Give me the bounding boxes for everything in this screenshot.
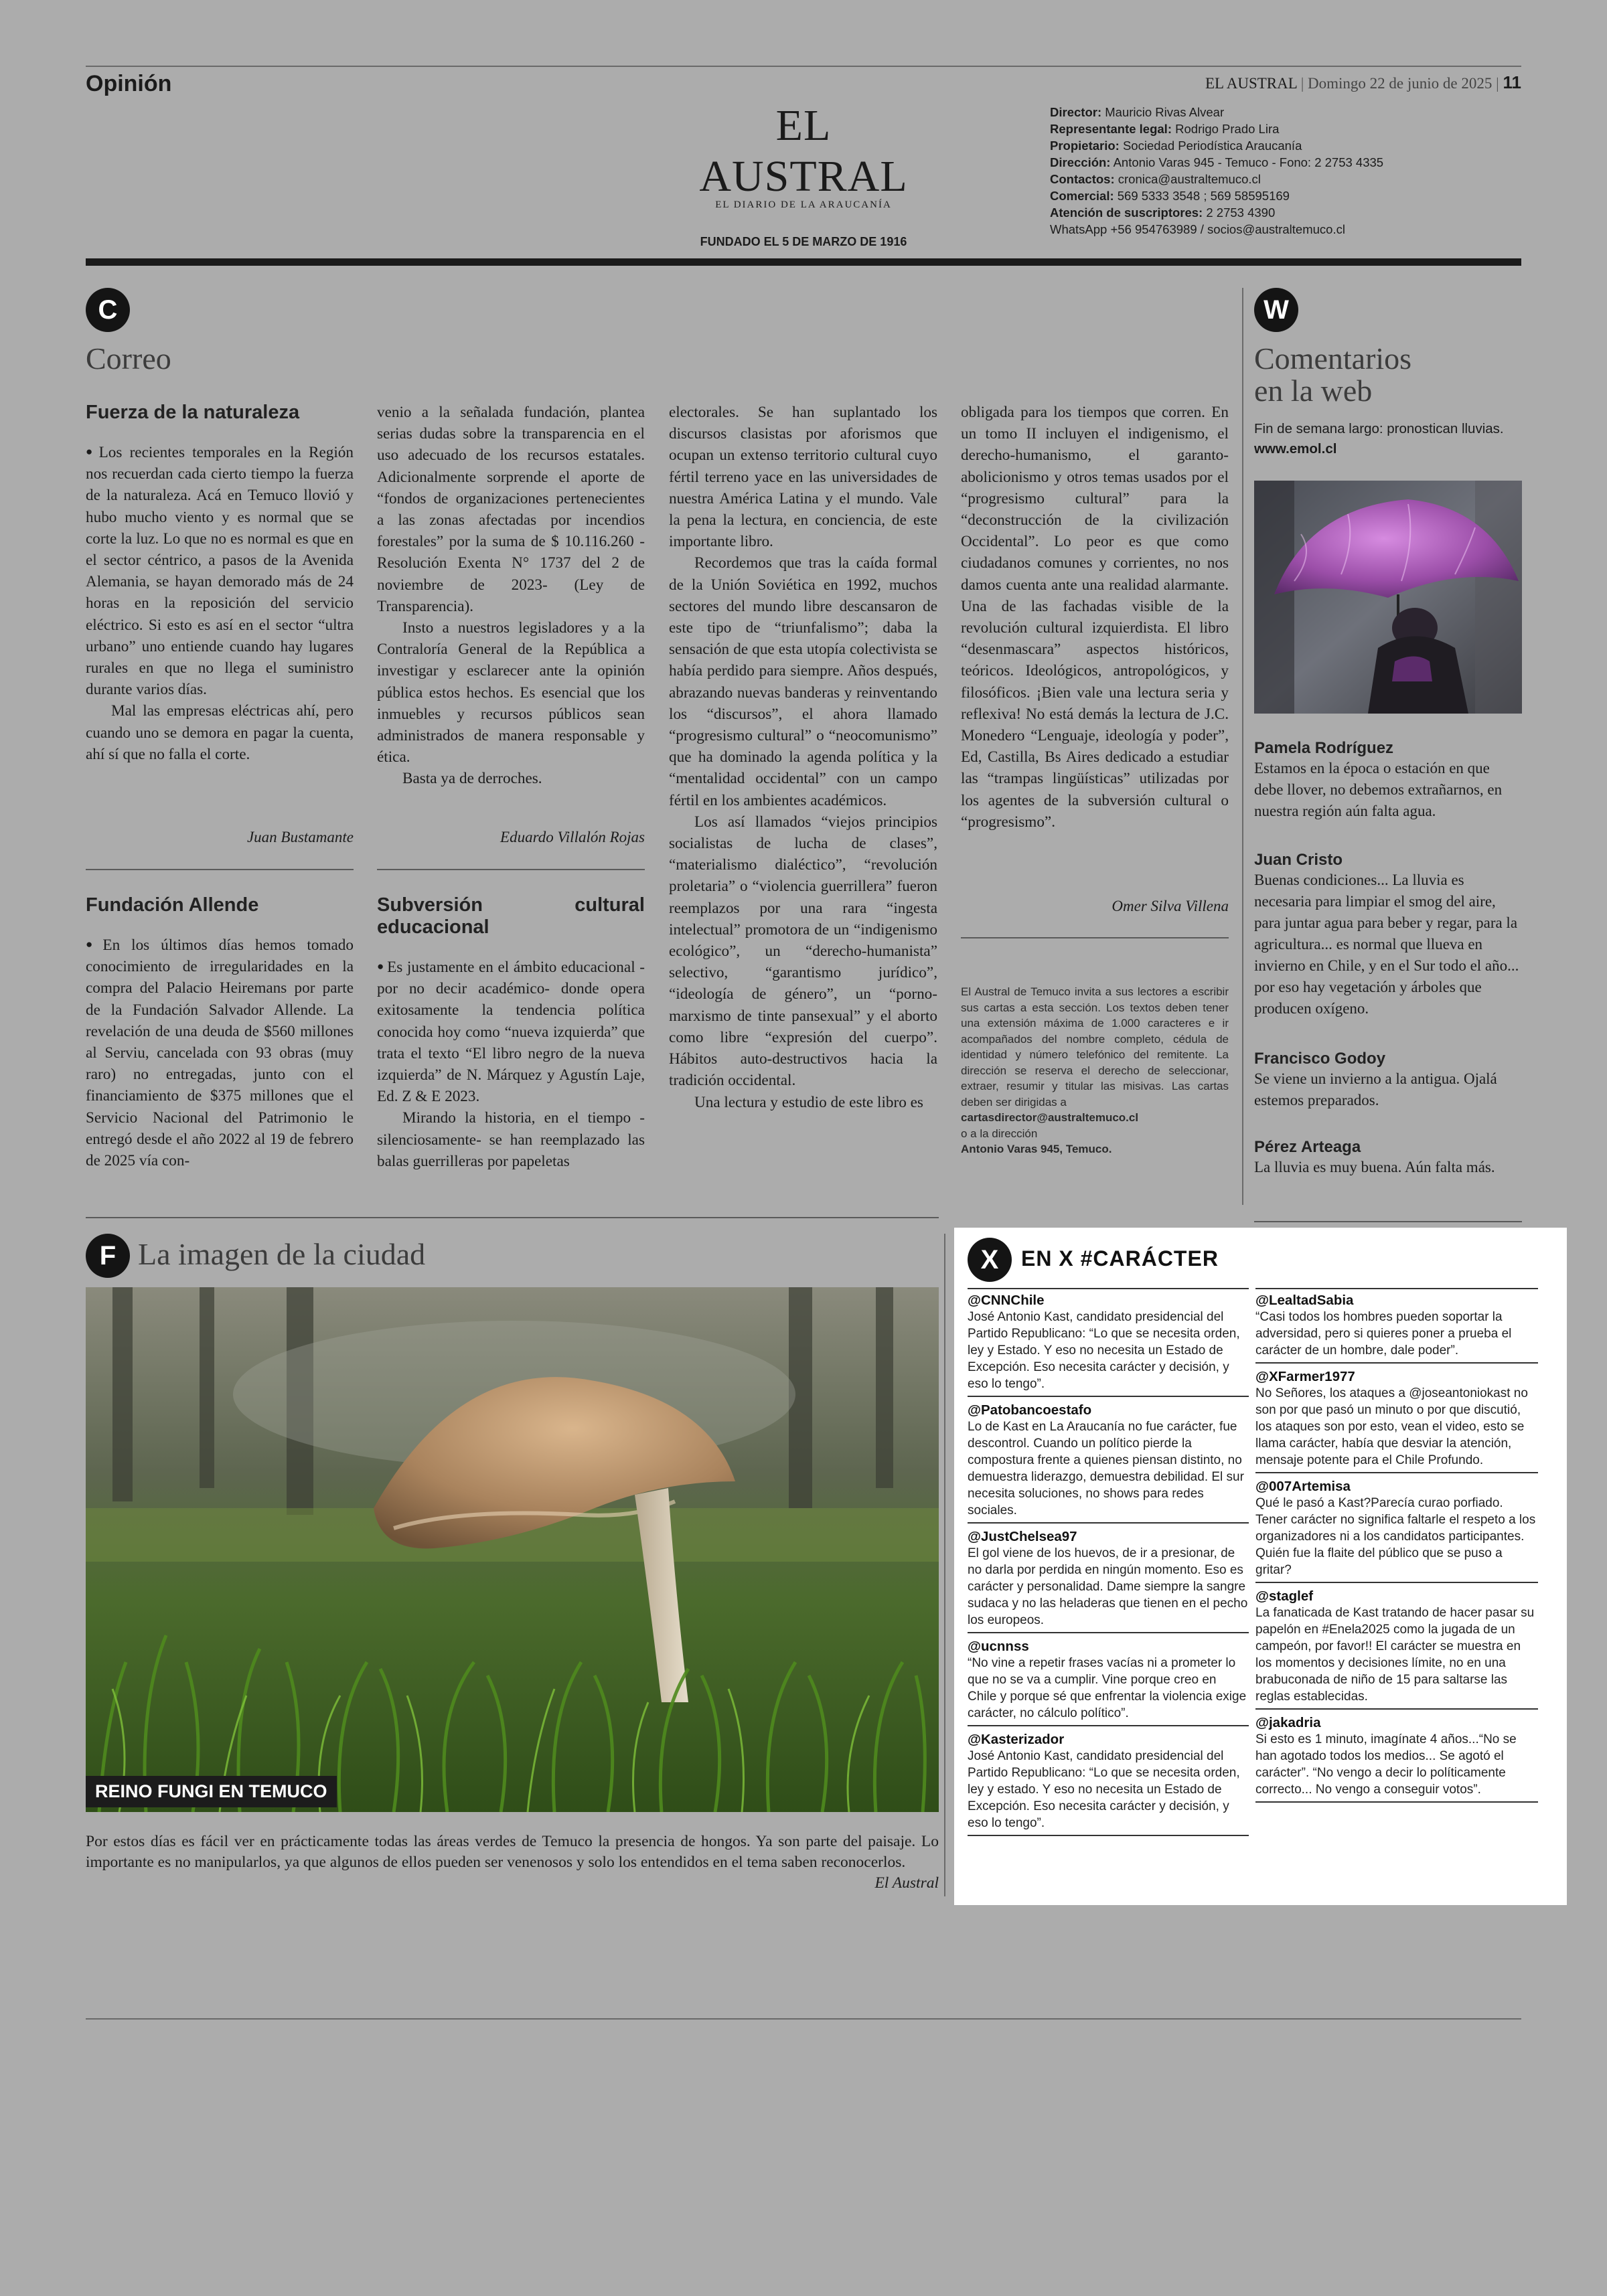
tweet-text: José Antonio Kast, candidato presidencial del Partido Republicano: “Lo que se necesita orden, ley y estado. Y eso no necesita un Estado de Excepción. Eso necesita carácter y decisión, y eso lo tengo”. [968, 1749, 1240, 1830]
article-paragraph: Insto a nuestros legisladores y a la Contraloría General de la República a investigar y esclarecer ante la opinión pública estos hechos. Es esencial que los inmuebles y recursos públicos sean administrados de manera responsable y ética. [377, 619, 645, 766]
web-title: Comentarios en la web [1254, 341, 1412, 408]
tweet-handle[interactable]: @Kasterizador [968, 1732, 1065, 1747]
letters-note [961, 984, 1229, 1157]
divider [1254, 1221, 1522, 1222]
folio-paper: EL AUSTRAL [1205, 75, 1297, 92]
tweet-handle[interactable]: @staglef [1255, 1588, 1314, 1604]
divider [1255, 1288, 1538, 1289]
comment-text: Estamos en la época o estación en que debe llover, no debemos extrañarnos, en nuestra región aún falta agua. [1254, 760, 1503, 819]
article-paragraph: Una lectura y estudio de este libro es [694, 1093, 923, 1111]
tweet-handle[interactable]: @Patobancoestafo [968, 1402, 1092, 1418]
tweet[interactable] [1255, 1368, 1538, 1469]
correo-column-2 [377, 402, 645, 790]
correo-column-3 [669, 402, 937, 1113]
photo-credit: El Austral [874, 1874, 939, 1892]
tweet-handle[interactable]: @LealtadSabia [1255, 1293, 1354, 1308]
article-signature: Eduardo Villalón Rojas [500, 829, 645, 845]
article-paragraph: electorales. Se han suplantado los discursos clasistas por aforismos que ocupan un extenso territorio cultural cuyo fértil terreno yace en las universidades de nuestra América Latina y el mundo. Vale la pena la lectura, en conciencia, de este importante libro. [669, 404, 937, 551]
tweet[interactable] [968, 1731, 1249, 1831]
comment-text: Se viene un invierno a la antigua. Ojalá estemos preparados. [1254, 1070, 1497, 1109]
web-headline: Fin de semana largo: pronostican lluvias. [1254, 421, 1504, 436]
tweet[interactable] [968, 1292, 1249, 1392]
article-title: Fuerza de la naturaleza [86, 402, 300, 423]
divider [968, 1522, 1249, 1524]
correo-column-1 [86, 402, 354, 765]
article-title: Subversión cultural educacional [377, 894, 645, 938]
staff-box [1050, 104, 1519, 238]
divider [968, 1725, 1249, 1726]
umbrella-photo [1254, 481, 1522, 714]
imagen-title: La imagen de la ciudad [138, 1237, 426, 1271]
staff-line: Propietario: Sociedad Periodística Araucanía [1050, 139, 1302, 153]
article-paragraph: Mirando la historia, en el tiempo -silenciosamente- se han reemplazado las balas guerrilleras por papeletas [377, 1109, 645, 1170]
staff-line: Dirección: Antonio Varas 945 - Temuco - Fono: 2 2753 4335 [1050, 155, 1384, 169]
tweet[interactable] [1255, 1714, 1538, 1798]
staff-line: WhatsApp +56 954763989 / socios@australtemuco.cl [1050, 222, 1345, 236]
web-site[interactable]: www.emol.cl [1254, 441, 1337, 457]
mushroom-photo [86, 1287, 939, 1812]
divider [968, 1396, 1249, 1397]
correo-title: Correo [86, 341, 171, 376]
correo-icon: C [86, 288, 130, 332]
header-bottom-rule [86, 258, 1521, 266]
divider [1255, 1362, 1538, 1364]
tweet-text: José Antonio Kast, candidato presidencial del Partido Republicano: “Lo que se necesita orden, ley y Estado. Y eso no necesita un Estado de Excepción. Eso necesita carácter y decisión, y eso lo tengo”. [968, 1310, 1240, 1391]
tweet-text: Qué le pasó a Kast?Parecía curao porfiado. Tener carácter no significa faltarle el respeto a los organizadores ni a los candidatos participantes. Quién fue la flaite del público que se puso a gritar? [1255, 1496, 1536, 1577]
web-icon: W [1254, 288, 1298, 332]
divider [961, 937, 1229, 938]
web-comment [1254, 1050, 1522, 1111]
divider [1255, 1582, 1538, 1583]
masthead-founded: FUNDADO EL 5 DE MARZO DE 1916 [700, 235, 907, 248]
divider [86, 1217, 939, 1218]
staff-line: Comercial: 569 5333 3548 ; 569 58595169 [1050, 189, 1290, 203]
x-panel [954, 1228, 1567, 1905]
tweet-text: La fanaticada de Kast tratando de hacer pasar su papelón en #Enela2025 como la jugada de un campeón, por favor!! El carácter se muestra en los momentos y decisiones límite, no en una brabuconada de niño de 15 para saltarse las reglas establecidas. [1255, 1606, 1535, 1704]
header-top-rule [86, 66, 1521, 67]
masthead-subtitle: EL DIARIO DE LA ARAUCANÍA [715, 199, 892, 210]
tweet-handle[interactable]: @007Artemisa [1255, 1479, 1351, 1494]
masthead-title: EL AUSTRAL [699, 101, 908, 201]
web-comment [1254, 1138, 1522, 1178]
imagen-icon: F [86, 1234, 130, 1278]
staff-line: Atención de suscriptores: 2 2753 4390 [1050, 206, 1276, 220]
tweet-text: “Casi todos los hombres pueden soportar la adversidad, pero si quieres poner a prueba el carácter de un hombre, dale poder”. [1255, 1310, 1512, 1358]
article-paragraph: Los así llamados “viejos principios socialistas de lucha de clases”, “materialismo dialéctico”, “revolución proletaria” o “violencia guerrillera” fueron reemplazos por una rara “ingesta intelectual” promotora de un “indigenismo ecológico”, un “derecho-humanista” selectivo, “garantismo jurídico”, “ideología de género”, un “porno-marxismo de tinte pansexual” y el aborto como libre “expresión del cuerpo”. Hábitos auto-destructivos hacia la tradición occidental. [669, 813, 937, 1090]
tweet-text: El gol viene de los huevos, de ir a presionar, de no darla por perdida en ningún momento. Eso es carácter y personalidad. Dame siempre la sangre sudaca y no las heladeras que tienen en el pecho los europeos. [968, 1546, 1248, 1627]
x-column-left [968, 1292, 1249, 1841]
article-paragraph: ● En los últimos días hemos tomado conocimiento de irregularidades en la compra del Palacio Heiremans por parte de la Fundación Salvador Allende. La revelación de una deuda de $560 millones al Serviu, cancelada con 93 obras (muy raro) no entregadas, junto con el financiamiento de $375 millones que el Servicio Nacional del Patrimonio le entregó desde el año 2022 al 19 de febrero de 2025 vía con- [86, 934, 354, 1171]
section-label: Opinión [86, 71, 172, 96]
x-column-right [1255, 1292, 1538, 1807]
article-paragraph: obligada para los tiempos que corren. En un tomo II incluyen el indigenismo, el derecho-humanismo, el garanto-abolicionismo y otros temas usados por el “progresismo cultural” para la “deconstrucción de la civilización Occidental”. Lo peor es que como ciudadanos comunes y corrientes, no nos damos cuenta ante una realidad alarmante. Una de las fachadas visible de la revolución cultural izquierdista. El libro “desenmascara” aspectos históricos, teóricos. Ideológicos, antropológicos, y filosóficos. ¡Bien vale una lectura seria y reflexiva! No está demás la lectura de J.C. Monedero “Lenguaje, ideología y poder”, Ed, Castilla, Bs Aires dedicado a estudiar las “trampas lingüísticas” utilizadas por los agentes de la subversión cultural o “progresismo”. [961, 404, 1229, 831]
letters-email[interactable]: cartasdirector@australtemuco.cl [961, 1111, 1139, 1124]
commenter-name: Francisco Godoy [1254, 1050, 1386, 1068]
folio-date: Domingo 22 de junio de 2025 [1308, 75, 1493, 92]
tweet[interactable] [1255, 1292, 1538, 1359]
divider [968, 1288, 1249, 1289]
divider [1255, 1472, 1538, 1473]
article-paragraph: ● Los recientes temporales en la Región nos recuerdan cada cierto tiempo la fuerza de la naturaleza. Acá en Temuco llovió y hubo mucho viento y es normal que se corte la luz. Lo que no es normal es que en el sector céntrico, a pasos de la Avenida Alemania, se hayan demorado más de 24 horas en la reposición del servicio eléctrico. Si esto es así en el sector “ultra urbano” uno entiende cuando hay lugares rurales en que no llega el suministro durante varios días. [86, 441, 354, 700]
tweet-text: Si esto es 1 minuto, imagínate 4 años...“No se han agotado todos los medios... Se agotó el carácter”. “No vengo a decir lo políticamente correcto... No vengo a conseguir votos”. [1255, 1732, 1517, 1797]
x-panel-title: EN X #CARÁCTER [1021, 1246, 1219, 1270]
article-signature: Juan Bustamante [246, 829, 354, 845]
comment-text: La lluvia es muy buena. Aún falta más. [1254, 1159, 1495, 1175]
divider [968, 1632, 1249, 1633]
correo-column-1-b [86, 894, 354, 1171]
x-icon: X [968, 1238, 1012, 1282]
article-title: Fundación Allende [86, 894, 259, 916]
tweet-text: “No vine a repetir frases vacías ni a prometer lo que no se va a cumplir. Vine porque creo en Chile y porque sé que enfrentar la violencia exige carácter, no cálculo político”. [968, 1656, 1247, 1720]
letters-note-text: El Austral de Temuco invita a sus lectores a escribir sus cartas a esta sección. Los textos deben tener una extensión máxima de 1.000 caracteres e ir acompañados del nombre completo, cédula de identidad y número telefónico del remitente. La dirección se reserva el derecho de seleccionar, extraer, resumir y titular las misivas. Las cartas deben ser dirigidas a [961, 985, 1229, 1109]
tweet-handle[interactable]: @CNNChile [968, 1293, 1045, 1308]
folio-page: 11 [1503, 72, 1521, 92]
tweet[interactable] [1255, 1588, 1538, 1705]
staff-line: Director: Mauricio Rivas Alvear [1050, 105, 1225, 119]
tweet[interactable] [1255, 1478, 1538, 1578]
divider [1255, 1708, 1538, 1710]
folio: EL AUSTRAL | Domingo 22 de junio de 2025 | 11 [1205, 72, 1521, 92]
divider [377, 869, 645, 870]
tweet[interactable] [968, 1528, 1249, 1629]
web-comment [1254, 739, 1522, 822]
masthead [670, 100, 937, 249]
article-paragraph: Recordemos que tras la caída formal de la Unión Soviética en 1992, muchos sectores del mundo libre descansaron de este tipo de “triunfalismo”; daba la sensación de que esta utopía colectivista se había perdido para siempre. Años después, abrazando nuevas banderas y reinventando los “discursos”, el ahora llamado “progresismo cultural” o “neocomunismo” que ha dominado la agenda política y la “mentalidad occidental” con un campo fértil en los ambientes académicos. [669, 554, 937, 809]
commenter-name: Pérez Arteaga [1254, 1138, 1361, 1156]
correo-column-2-b [377, 894, 645, 1172]
tweet-text: No Señores, los ataques a @joseantoniokast no son por que pasó un minuto o por que discutió, los ataques son por esto, vean el video, esto se llama carácter, había que desviar la atención, mensaje potente para el Chile Profundo. [1255, 1386, 1528, 1467]
letters-or: o a la dirección [961, 1127, 1038, 1140]
tweet[interactable] [968, 1402, 1249, 1519]
footer-rule [86, 2018, 1521, 2020]
article-signature: Omer Silva Villena [1112, 898, 1229, 914]
article-paragraph: Mal las empresas eléctricas ahí, pero cuando uno se demora en pagar la cuenta, ahí sí que no falla el corte. [86, 702, 354, 763]
tweet[interactable] [968, 1638, 1249, 1722]
web-headline-box [1254, 419, 1522, 459]
tweet-handle[interactable]: @ucnnss [968, 1639, 1029, 1654]
column-divider [1242, 288, 1243, 1205]
article-paragraph: ● Es justamente en el ámbito educacional -por no decir académico- donde opera exitosamente la tendencia política conocida hoy como “nueva izquierda” que trata el texto “El libro negro de la nueva izquierda” de N. Márquez y Agustín Laje, Ed. Z & E 2023. [377, 956, 645, 1107]
staff-line: Contactos: cronica@australtemuco.cl [1050, 172, 1261, 186]
tweet-text: Lo de Kast en La Araucanía no fue carácter, fue descontrol. Cuando un político pierde la compostura frente a quienes piensan distinto, no demuestra liderazgo, demuestra debilidad. El sur necesita soluciones, no shows para redes sociales. [968, 1420, 1244, 1518]
correo-column-4 [961, 402, 1229, 833]
tweet-handle[interactable]: @jakadria [1255, 1715, 1321, 1730]
column-divider [944, 1234, 945, 1896]
staff-line: Representante legal: Rodrigo Prado Lira [1050, 122, 1280, 136]
letters-address: Antonio Varas 945, Temuco. [961, 1143, 1112, 1155]
commenter-name: Juan Cristo [1254, 851, 1343, 869]
commenter-name: Pamela Rodríguez [1254, 739, 1394, 757]
article-paragraph: Basta ya de derroches. [402, 770, 542, 788]
caption-text: Por estos días es fácil ver en prácticamente todas las áreas verdes de Temuco la presencia de hongos. Ya son parte del paisaje. Lo importante es no manipularlos, ya que algunos de ellos pueden ser venenosos y solo los entendidos en el tema saben reconocerlos. [86, 1833, 939, 1871]
divider [968, 1835, 1249, 1836]
photo-label: REINO FUNGI EN TEMUCO [86, 1776, 337, 1807]
article-paragraph: venio a la señalada fundación, plantea serias dudas sobre la transparencia en el uso adecuado de los recursos estatales. Adicionalmente sorprende el aporte de “fondos de organizaciones pertenecientes a las zonas afectadas por incendios forestales” por la suma de $ 10.116.260 -Resolución Exenta N° 1737 del 2 de noviembre de 2023- (Ley de Transparencia). [377, 404, 645, 615]
tweet-handle[interactable]: @XFarmer1977 [1255, 1369, 1355, 1384]
divider [86, 869, 354, 870]
divider [1255, 1801, 1538, 1803]
tweet-handle[interactable]: @JustChelsea97 [968, 1529, 1077, 1544]
photo-caption [86, 1831, 939, 1894]
comment-text: Buenas condiciones... La lluvia es necesaria para limpiar el smog del aire, para juntar agua para beber y regar, para la agricultura... es normal que llueva en invierno en Chile, y en el Sur todo el año... por eso hay vegetación y árboles que producen oxígeno. [1254, 872, 1519, 1017]
web-comment [1254, 851, 1522, 1019]
